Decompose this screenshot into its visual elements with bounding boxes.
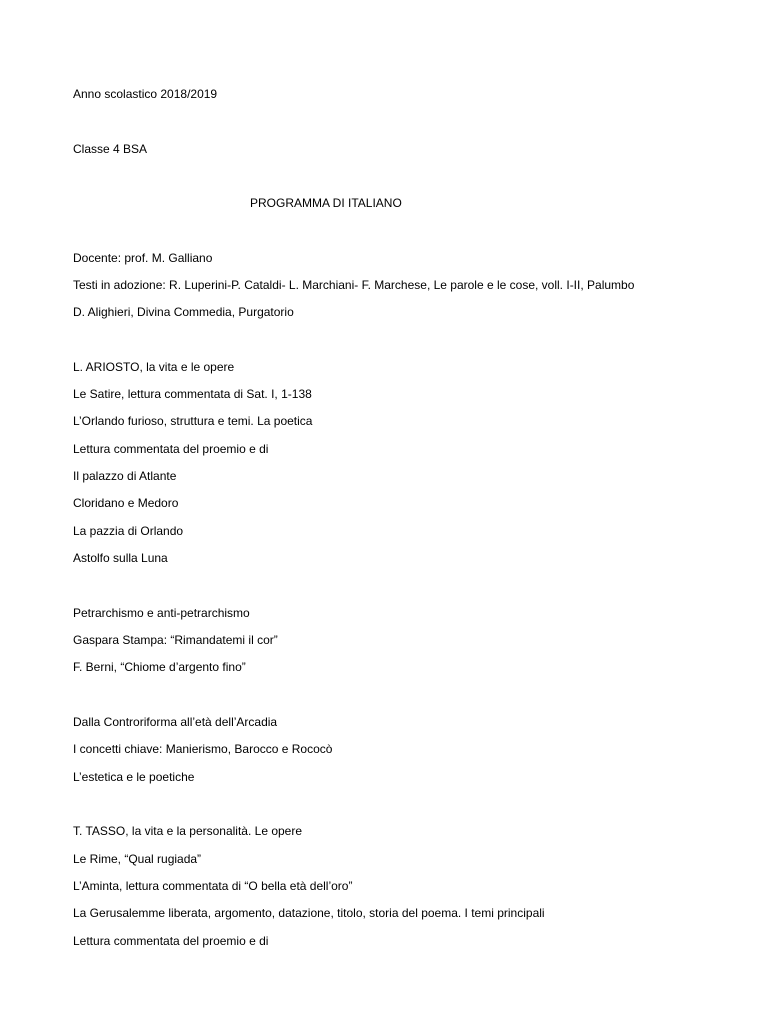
divina-commedia: D. Alighieri, Divina Commedia, Purgatorio [73,305,294,319]
petrarchismo-line: Petrarchismo e anti-petrarchismo [73,606,250,620]
ariosto-line: Le Satire, lettura commentata di Sat. I, 1-138 [73,387,312,401]
tasso-line: La Gerusalemme liberata, argomento, datazione, titolo, storia del poema. I temi principali [73,906,545,920]
ariosto-line: Astolfo sulla Luna [73,551,168,565]
tasso-line: Lettura commentata del proemio e di [73,934,269,948]
school-year: Anno scolastico 2018/2019 [73,87,218,101]
petrarchismo-line: Gaspara Stampa: “Rimandatemi il cor” [73,633,278,647]
tasso-line: L’Aminta, lettura commentata di “O bella età dell’oro” [73,879,353,893]
ariosto-line: Il palazzo di Atlante [73,469,177,483]
petrarchismo-line: F. Berni, “Chiome d’argento fino” [73,660,246,674]
ariosto-line: La pazzia di Orlando [73,524,184,538]
controriforma-line: I concetti chiave: Manierismo, Barocco e Rococò [73,742,333,756]
ariosto-line: Cloridano e Medoro [73,496,179,510]
ariosto-line: L. ARIOSTO, la vita e le opere [73,360,235,374]
class-label: Classe 4 BSA [73,142,148,156]
controriforma-line: Dalla Controriforma all’età dell’Arcadia [73,715,278,729]
tasso-line: T. TASSO, la vita e la personalità. Le opere [73,824,303,838]
controriforma-line: L’estetica e le poetiche [73,770,195,784]
textbooks: Testi in adozione: R. Luperini-P. Cataldi- L. Marchiani- F. Marchese, Le parole e le cose, voll. I-II, Palumbo [73,278,635,292]
ariosto-line: L’Orlando furioso, struttura e temi. La poetica [73,414,313,428]
tasso-line: Le Rime, “Qual rugiada” [73,852,202,866]
page-title: PROGRAMMA DI ITALIANO [250,196,402,210]
ariosto-line: Lettura commentata del proemio e di [73,442,269,456]
teacher: Docente: prof. M. Galliano [73,251,213,265]
